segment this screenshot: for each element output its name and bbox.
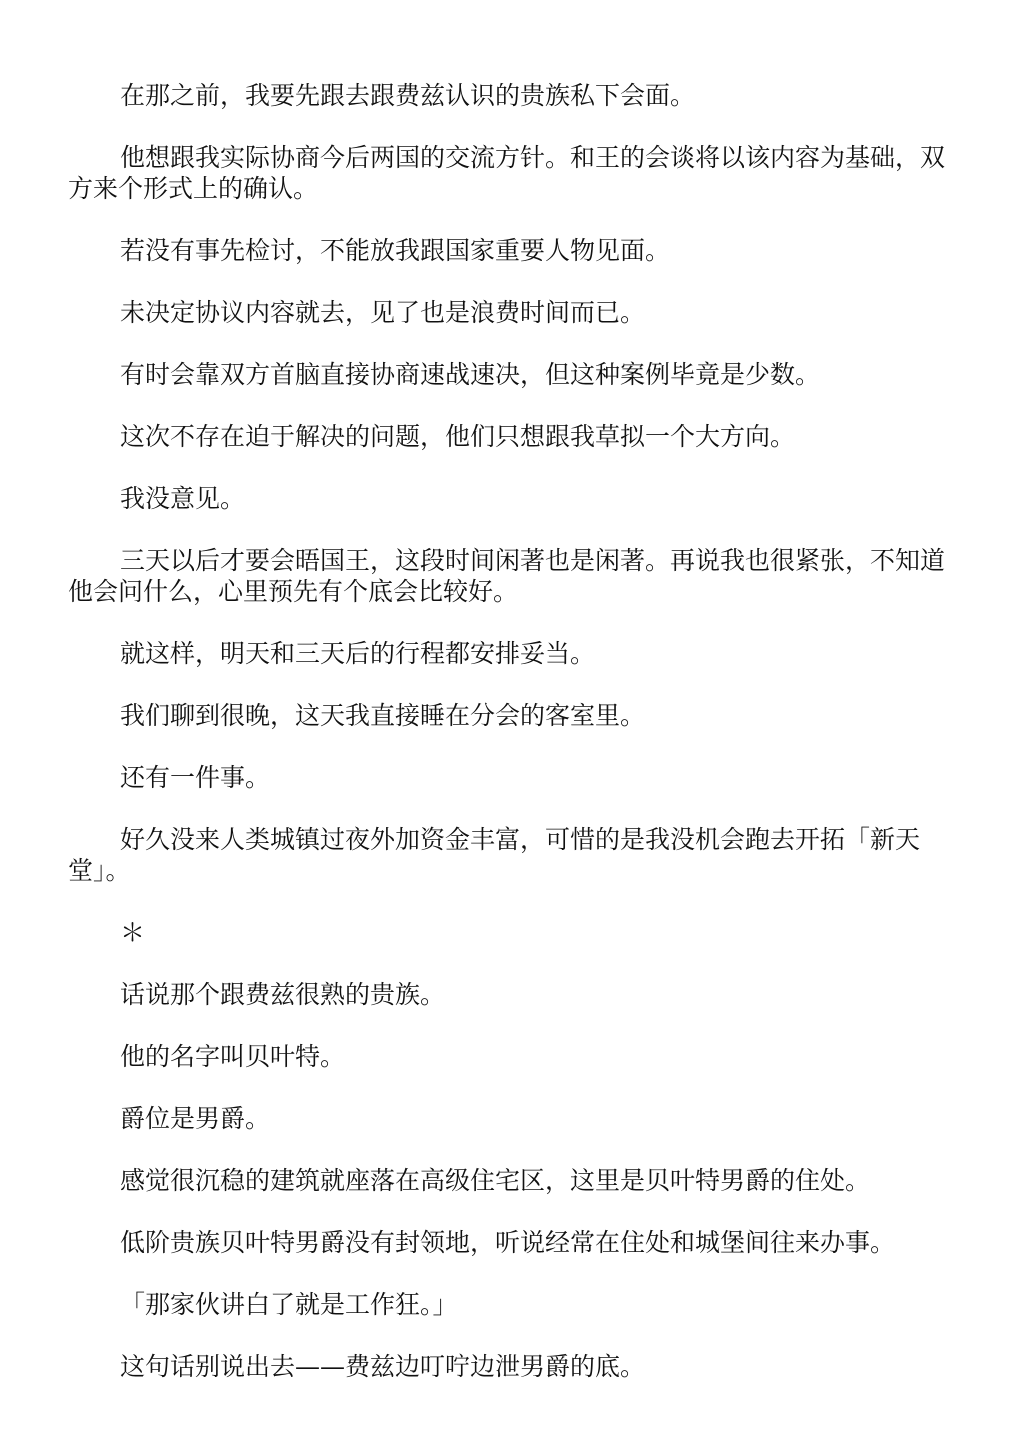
paragraph: 这句话别说出去——费兹边叮咛边泄男爵的底。 <box>120 1352 646 1381</box>
paragraph: 我没意见。 <box>120 484 246 513</box>
paragraph: 感觉很沉稳的建筑就座落在高级住宅区，这里是贝叶特男爵的住处。 <box>120 1166 871 1195</box>
section-separator: ＊ <box>120 918 146 947</box>
paragraph: 若没有事先检讨，不能放我跟国家重要人物见面。 <box>120 236 671 265</box>
paragraph: 他的名字叫贝叶特。 <box>120 1042 346 1071</box>
paragraph: 在那之前，我要先跟去跟费兹认识的贵族私下会面。 <box>120 81 696 110</box>
paragraph: 未决定协议内容就去，见了也是浪费时间而已。 <box>120 298 646 327</box>
paragraph: 爵位是男爵。 <box>120 1104 271 1133</box>
paragraph: 三天以后才要会晤国王，这段时间闲著也是闲著。再说我也很紧张，不知道他会问什么，心里预先有个底会比较好。 <box>68 546 946 606</box>
document-page <box>68 80 948 1413</box>
paragraph: 这次不存在迫于解决的问题，他们只想跟我草拟一个大方向。 <box>120 422 796 451</box>
paragraph: 他想跟我实际协商今后两国的交流方针。和王的会谈将以该内容为基础，双方来个形式上的确认。 <box>68 143 946 203</box>
paragraph: 低阶贵族贝叶特男爵没有封领地，听说经常在住处和城堡间往来办事。 <box>120 1228 896 1257</box>
paragraph: 我们聊到很晚，这天我直接睡在分会的客室里。 <box>120 701 646 730</box>
paragraph: 有时会靠双方首脑直接协商速战速决，但这种案例毕竟是少数。 <box>120 360 821 389</box>
paragraph: 还有一件事。 <box>120 763 271 792</box>
paragraph: 话说那个跟费兹很熟的贵族。 <box>120 980 446 1009</box>
paragraph: 就这样，明天和三天后的行程都安排妥当。 <box>120 639 596 668</box>
dialogue-line: 「那家伙讲白了就是工作狂。」 <box>120 1290 458 1319</box>
paragraph: 好久没来人类城镇过夜外加资金丰富，可惜的是我没机会跑去开拓「新天堂」。 <box>68 825 921 885</box>
